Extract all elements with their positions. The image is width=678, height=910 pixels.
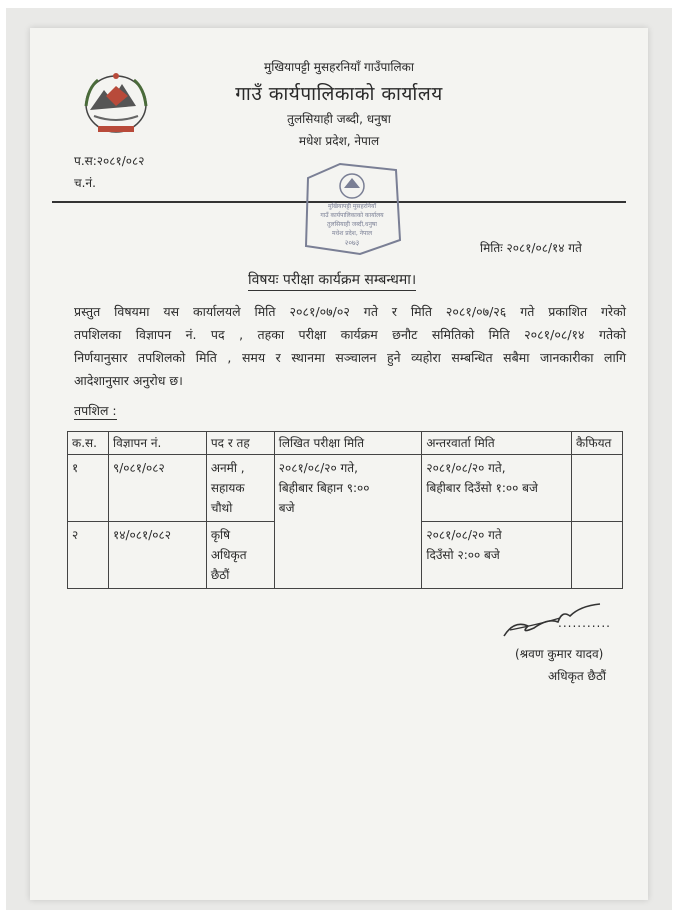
body-line: निर्णयानुसार तपशिलको मिति , समय र स्थानमा सञ्चालन हुने व्यहोरा सम्बन्धित सबैमा जानकारीका लागि (74, 350, 626, 365)
signature-line: ........... (558, 616, 611, 630)
col-header-post-level: पद र तह (206, 432, 274, 455)
address-line-2: मधेश प्रदेश, नेपाल (298, 134, 380, 148)
col-header-interview-date: अन्तरवार्ता मिति (422, 432, 572, 455)
cell-advertisement-no: ९/०८१/०८२ (108, 455, 206, 522)
cell-sn: १ (68, 455, 109, 522)
cell-interview-date: २०८१/०८/२० गते, बिहीबार दिउँसो १:०० बजे (422, 455, 572, 522)
cell-remarks (572, 522, 623, 589)
details-label: तपशिल : (74, 403, 117, 418)
cell-advertisement-no: १४/०८१/०८२ (108, 522, 206, 589)
cell-written-exam-date: २०८१/०८/२० गते, बिहीबार बिहान ९:०० बजे (274, 455, 422, 589)
cell-sn: २ (68, 522, 109, 589)
col-header-advertisement-no: विज्ञापन नं. (108, 432, 206, 455)
col-header-written-exam-date: लिखित परीक्षा मिति (274, 432, 422, 455)
signatory-name: (श्रवण कुमार यादव) (515, 647, 604, 661)
screen-border-top (0, 0, 678, 8)
address-line-1: तुलसियाही जब्दी, धनुषा (287, 112, 391, 126)
stamp-text-4: मधेश प्रदेश, नेपाल (331, 230, 373, 237)
cell-remarks (572, 455, 623, 522)
cell-post-level: कृषि अधिकृत छैठौं (206, 522, 274, 589)
letter-body (74, 300, 626, 392)
col-header-sn: क.स. (68, 432, 109, 455)
dispatch-number: च.नं. (74, 176, 96, 190)
letter-date: मितिः २०८१/०८/१४ गते (480, 241, 582, 255)
office-stamp (300, 160, 404, 256)
letter-subject: विषयः परीक्षा कार्यक्रम सम्बन्धमा। (248, 270, 416, 291)
cell-post-level: अनमी , सहायक चौथो (206, 455, 274, 522)
body-line: आदेशानुसार अनुरोध छ। (74, 373, 183, 388)
exam-schedule-table (67, 431, 623, 589)
table-header-row (68, 432, 623, 455)
stamp-text-2: गाउँ कार्यपालिकाको कार्यालय (320, 212, 384, 219)
body-line: तपशिलका विज्ञापन नं. पद , तहका परीक्षा कार्यक्रम छनौट समितिको मिति २०८१/०८/१४ गतेको (74, 327, 626, 342)
body-line: प्रस्तुत विषयमा यस कार्यालयले मिति २०८१/०७/०२ गते र मिति २०८१/०७/२६ गते प्रकाशित गरेको (74, 304, 626, 319)
stamp-text-3: तुलसियाही जब्दी,धनुषा (327, 221, 377, 228)
signatory-designation: अधिकृत छैठौं (548, 669, 607, 683)
municipality-name: मुखियापट्टी मुसहरनियाँ गाउँपालिका (264, 60, 414, 74)
stamp-text-1: मुखियापट्टी मुसहरनियाँ (327, 203, 377, 210)
office-title: गाउँ कार्यपालिकाको कार्यालय (235, 83, 443, 105)
table-row (68, 455, 623, 522)
stamp-text-5: २०७३ (344, 239, 360, 247)
letter-reference-number: प.स:२०८१/०८२ (74, 154, 145, 168)
cell-interview-date: २०८१/०८/२० गते दिउँसो २:०० बजे (422, 522, 572, 589)
col-header-remarks: कैफियत (572, 432, 623, 455)
